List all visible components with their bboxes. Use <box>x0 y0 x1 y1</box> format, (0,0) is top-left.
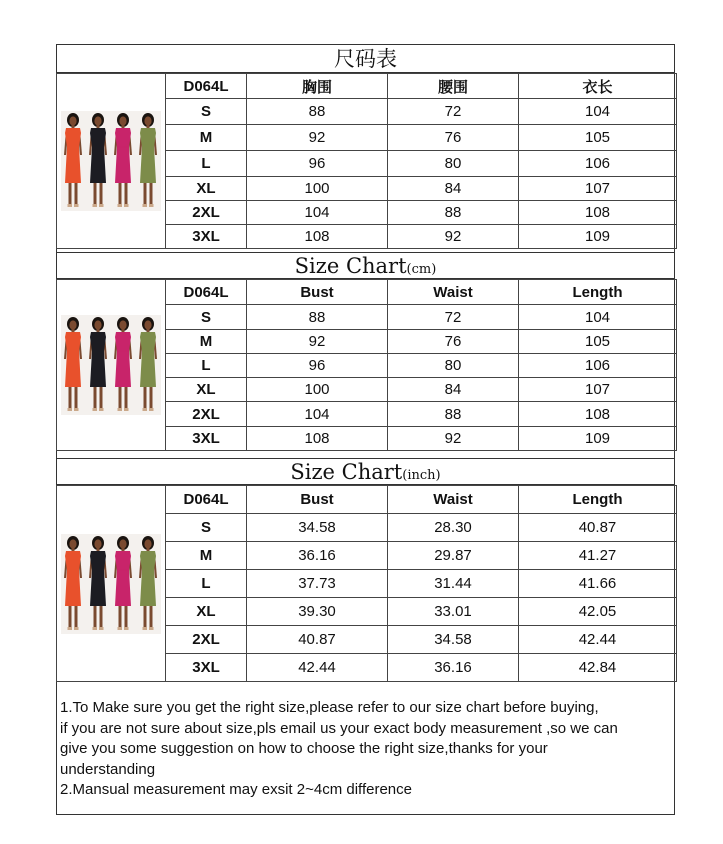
size-table-inch <box>56 485 677 682</box>
header-style-code: D064L <box>166 486 247 514</box>
bust-value: 96 <box>247 354 388 378</box>
size-label: M <box>166 542 247 570</box>
header-length: 衣长 <box>519 74 677 99</box>
model-photo-cell <box>57 280 166 451</box>
section-title-main: 尺码表 <box>334 47 397 71</box>
waist-value: 31.44 <box>388 570 519 598</box>
waist-value: 72 <box>388 99 519 125</box>
note-line: 1.To Make sure you get the right size,please refer to our size chart before buying, <box>60 699 599 716</box>
bust-value: 100 <box>247 177 388 201</box>
size-label: XL <box>166 378 247 402</box>
length-value: 42.05 <box>519 598 677 626</box>
length-value: 109 <box>519 225 677 249</box>
waist-value: 36.16 <box>388 654 519 682</box>
length-value: 42.44 <box>519 626 677 654</box>
section-title-inch <box>57 458 674 485</box>
waist-value: 80 <box>388 151 519 177</box>
size-label: 2XL <box>166 201 247 225</box>
model-photo-image <box>61 111 161 211</box>
header-waist: Waist <box>388 280 519 305</box>
table-header-row <box>57 280 677 305</box>
bust-value: 92 <box>247 125 388 151</box>
length-value: 109 <box>519 427 677 451</box>
size-table-cm <box>56 279 677 451</box>
length-value: 42.84 <box>519 654 677 682</box>
table-header-row <box>57 74 677 99</box>
bust-value: 104 <box>247 402 388 427</box>
size-chart-sheet <box>56 44 675 815</box>
waist-value: 80 <box>388 354 519 378</box>
model-photo-cell <box>57 74 166 249</box>
size-label: L <box>166 151 247 177</box>
section-title-cm <box>57 252 674 279</box>
size-label: L <box>166 354 247 378</box>
waist-value: 76 <box>388 330 519 354</box>
header-bust: 胸围 <box>247 74 388 99</box>
header-length: Length <box>519 280 677 305</box>
section-title-main: Size Chart <box>290 460 403 484</box>
waist-value: 28.30 <box>388 514 519 542</box>
bust-value: 96 <box>247 151 388 177</box>
bust-value: 88 <box>247 99 388 125</box>
bust-value: 100 <box>247 378 388 402</box>
size-label: M <box>166 330 247 354</box>
length-value: 106 <box>519 354 677 378</box>
size-table-cn <box>56 73 677 249</box>
size-label: 3XL <box>166 654 247 682</box>
size-label: 3XL <box>166 427 247 451</box>
length-value: 105 <box>519 125 677 151</box>
length-value: 104 <box>519 305 677 330</box>
waist-value: 84 <box>388 177 519 201</box>
size-label: 3XL <box>166 225 247 249</box>
bust-value: 39.30 <box>247 598 388 626</box>
length-value: 41.66 <box>519 570 677 598</box>
table-header-row <box>57 486 677 514</box>
waist-value: 34.58 <box>388 626 519 654</box>
header-bust: Bust <box>247 280 388 305</box>
section-title-unit: (cm) <box>406 262 437 277</box>
size-label: L <box>166 570 247 598</box>
header-waist: Waist <box>388 486 519 514</box>
size-notes <box>60 698 668 801</box>
bust-value: 42.44 <box>247 654 388 682</box>
model-photo-cell <box>57 486 166 682</box>
bust-value: 104 <box>247 201 388 225</box>
bust-value: 92 <box>247 330 388 354</box>
length-value: 105 <box>519 330 677 354</box>
bust-value: 88 <box>247 305 388 330</box>
size-label: S <box>166 305 247 330</box>
note-line: 2.Mansual measurement may exsit 2~4cm difference <box>60 781 412 798</box>
size-label: S <box>166 514 247 542</box>
size-label: XL <box>166 177 247 201</box>
waist-value: 88 <box>388 402 519 427</box>
length-value: 107 <box>519 378 677 402</box>
length-value: 106 <box>519 151 677 177</box>
bust-value: 108 <box>247 427 388 451</box>
waist-value: 72 <box>388 305 519 330</box>
model-photo-image <box>61 315 161 415</box>
waist-value: 92 <box>388 225 519 249</box>
waist-value: 88 <box>388 201 519 225</box>
waist-value: 76 <box>388 125 519 151</box>
length-value: 108 <box>519 201 677 225</box>
section-title-main: Size Chart <box>294 254 407 278</box>
length-value: 104 <box>519 99 677 125</box>
header-bust: Bust <box>247 486 388 514</box>
bust-value: 40.87 <box>247 626 388 654</box>
size-label: S <box>166 99 247 125</box>
bust-value: 36.16 <box>247 542 388 570</box>
waist-value: 29.87 <box>388 542 519 570</box>
size-label: 2XL <box>166 402 247 427</box>
size-label: 2XL <box>166 626 247 654</box>
bust-value: 108 <box>247 225 388 249</box>
header-style-code: D064L <box>166 280 247 305</box>
header-style-code: D064L <box>166 74 247 99</box>
bust-value: 37.73 <box>247 570 388 598</box>
length-value: 107 <box>519 177 677 201</box>
model-photo-image <box>61 534 161 634</box>
note-line: understanding <box>60 760 156 778</box>
note-line: give you some suggestion on how to choose the right size,thanks for your <box>60 740 548 757</box>
section-title-unit: (inch) <box>402 468 441 483</box>
length-value: 40.87 <box>519 514 677 542</box>
length-value: 41.27 <box>519 542 677 570</box>
header-length: Length <box>519 486 677 514</box>
size-label: XL <box>166 598 247 626</box>
waist-value: 84 <box>388 378 519 402</box>
waist-value: 33.01 <box>388 598 519 626</box>
size-label: M <box>166 125 247 151</box>
bust-value: 34.58 <box>247 514 388 542</box>
waist-value: 92 <box>388 427 519 451</box>
section-title-cn <box>57 45 674 73</box>
header-waist: 腰围 <box>388 74 519 99</box>
length-value: 108 <box>519 402 677 427</box>
note-line: if you are not sure about size,pls email us your exact body measurement ,so we can <box>60 719 618 737</box>
